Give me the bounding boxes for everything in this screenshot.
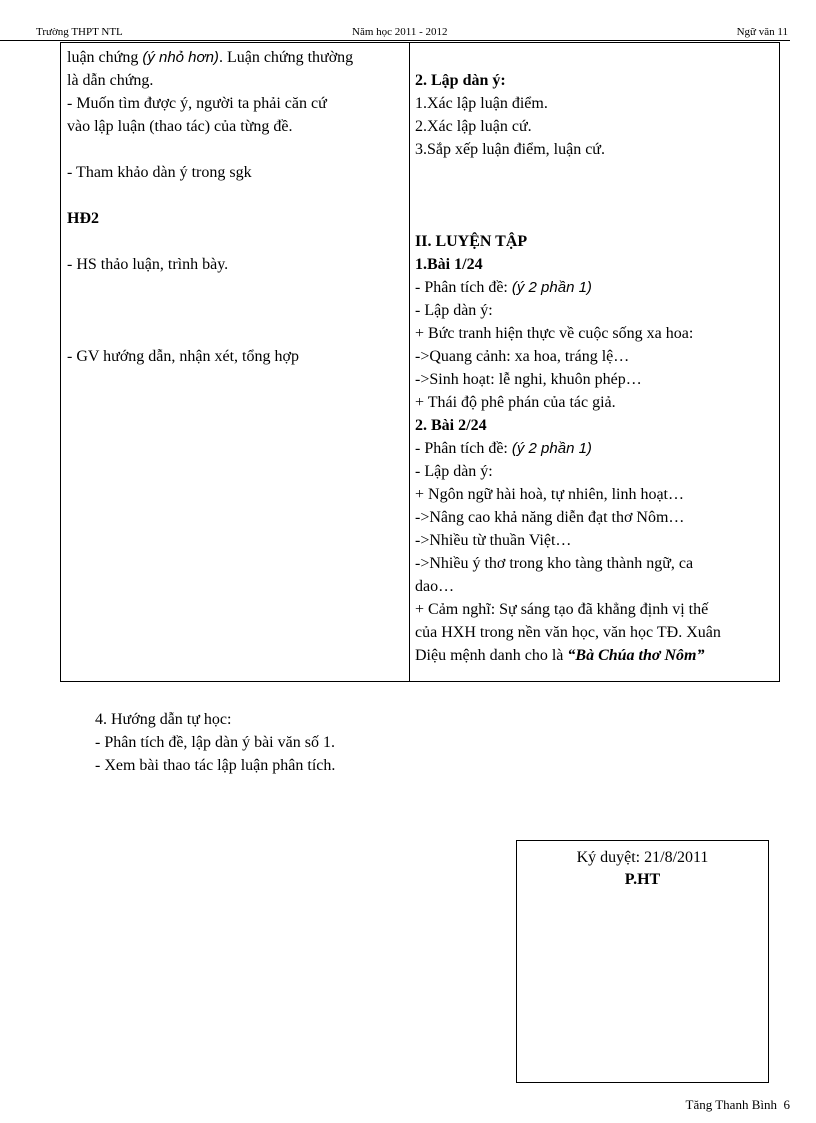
exercise-1-point-4: + Thái độ phê phán của tác giả. [415,394,616,411]
page-header [0,26,790,41]
exercise-2-point-3: ->Nhiều từ thuần Việt… [415,532,572,549]
exercise-1-analysis: - Phân tích đề: (ý 2 phần 1) [415,279,592,296]
guide-title: 4. Hướng dẫn tự học: [95,711,232,728]
outline-step-1: 1.Xác lập luận điểm. [415,95,548,112]
exercise-2-point-1: + Ngôn ngữ hài hoà, tự nhiên, linh hoạt… [415,486,684,503]
column-divider [409,43,410,681]
exercise-2-point-2: ->Nâng cao khả năng diễn đạt thơ Nôm… [415,509,685,526]
footer-author: Tăng Thanh Bình [685,1097,777,1112]
left-line-3: - Muốn tìm được ý, người ta phải căn cứ [67,95,327,112]
header-year: Năm học 2011 - 2012 [352,26,448,38]
exercise-2-title: 2. Bài 2/24 [415,417,487,434]
page-number: 6 [783,1097,790,1112]
quote-ba-chua-tho-nom: “Bà Chúa thơ Nôm” [567,647,705,664]
exercise-1-outline: - Lập dàn ý: [415,302,493,319]
left-line-6: - HS thảo luận, trình bày. [67,256,229,273]
content-column [415,46,775,667]
exercise-2-point-5: dao… [415,578,455,595]
left-line-2: là dẫn chứng. [67,72,154,89]
approval-role: P.HT [624,871,661,888]
left-line-5: - Tham khảo dàn ý trong sgk [67,164,252,181]
outline-step-2: 2.Xác lập luận cứ. [415,118,532,135]
lesson-table [60,42,780,682]
exercise-2-analysis: - Phân tích đề: (ý 2 phần 1) [415,440,592,457]
activity-heading-hd2: HĐ2 [67,210,99,227]
header-subject: Ngữ văn 11 [736,26,788,38]
exercise-1-point-3: ->Sinh hoạt: lễ nghi, khuôn phép… [415,371,642,388]
guide-item-1: - Phân tích đề, lập dàn ý bài văn số 1. [95,734,335,751]
section-outline-title: 2. Lập dàn ý: [415,72,506,89]
exercise-2-point-4: ->Nhiều ý thơ trong kho tàng thành ngữ, ca [415,555,694,572]
teacher-student-activities-column [67,46,403,368]
self-study-guide [95,708,335,777]
left-line-4: vào lập luận (thao tác) của từng đề. [67,118,293,135]
page-footer [686,1097,790,1113]
exercise-2-outline: - Lập dàn ý: [415,463,493,480]
outline-step-3: 3.Sắp xếp luận điểm, luận cứ. [415,141,605,158]
note-smaller-idea: (ý nhỏ hơn) [142,49,219,66]
exercise-1-title: 1.Bài 1/24 [415,256,483,273]
approval-box [516,840,769,1083]
header-school: Trường THPT NTL [36,26,123,38]
left-line-7: - GV hướng dẫn, nhận xét, tổng hợp [67,348,299,365]
left-line-1: luận chứng (ý nhỏ hơn). Luận chứng thường [67,49,354,66]
exercise-1-point-2: ->Quang cảnh: xa hoa, tráng lệ… [415,348,630,365]
exercise-2-point-8: Diệu mệnh danh cho là “Bà Chúa thơ Nôm” [415,647,705,664]
guide-item-2: - Xem bài thao tác lập luận phân tích. [95,757,336,774]
practice-heading: II. LUYỆN TẬP [415,233,528,250]
exercise-2-point-6: + Cảm nghĩ: Sự sáng tạo đã khẳng định vị thế [415,601,709,618]
exercise-1-point-1: + Bức tranh hiện thực về cuộc sống xa hoa: [415,325,694,342]
approval-date: Ký duyệt: 21/8/2011 [576,849,709,866]
exercise-2-point-7: của HXH trong nền văn học, văn học TĐ. Xuân [415,624,721,641]
